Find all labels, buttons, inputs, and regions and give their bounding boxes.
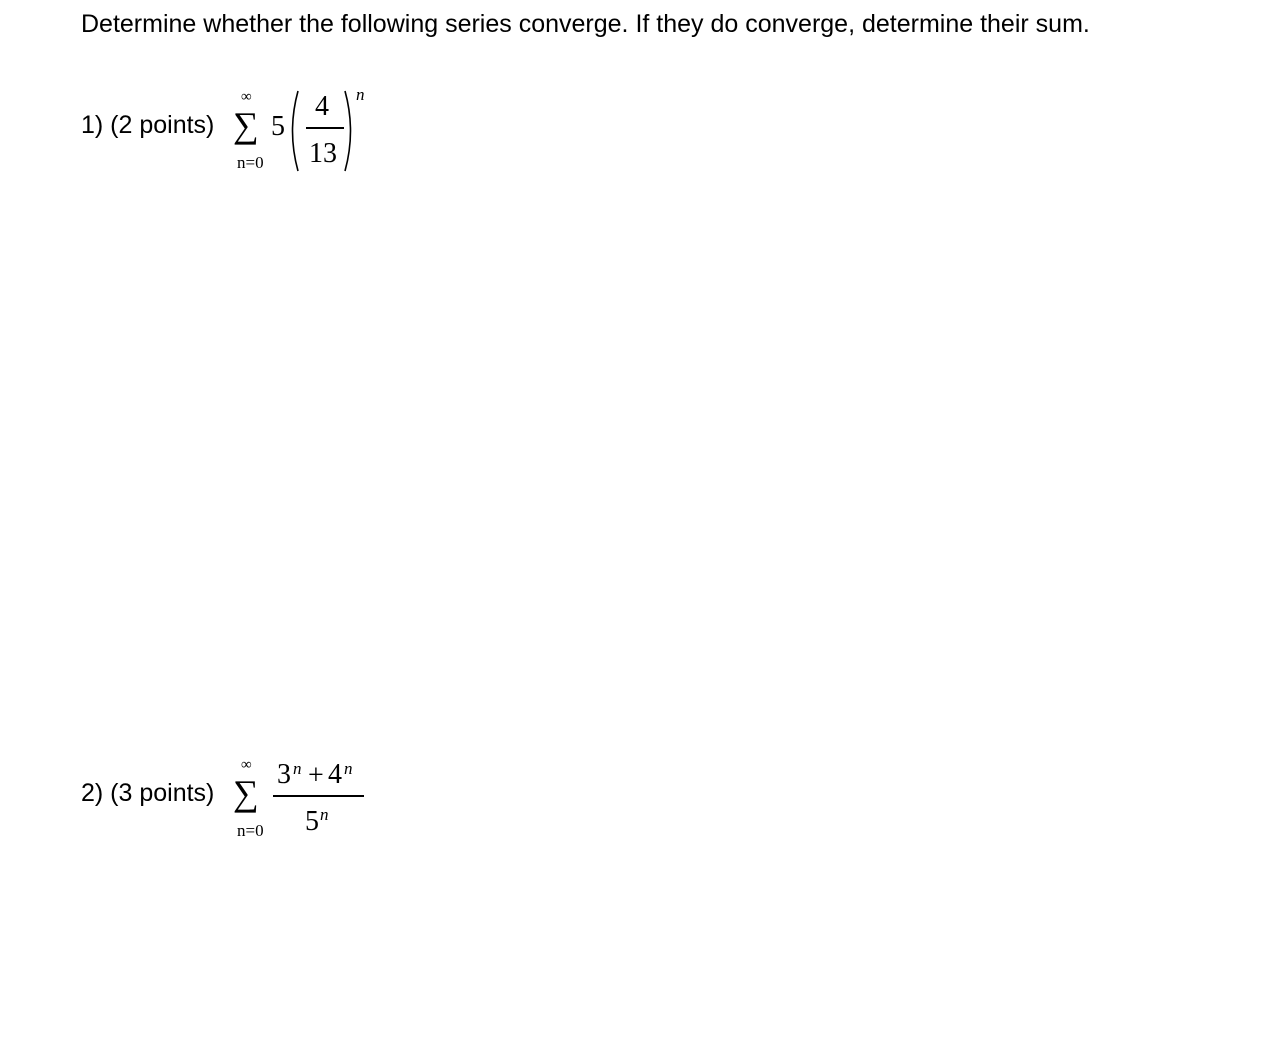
problem-2 <box>81 748 681 868</box>
sum-upper-limit: ∞ <box>241 757 252 773</box>
summation-sign: ∑ <box>233 773 259 813</box>
fraction-numerator: 4 <box>315 91 329 122</box>
denominator-base: 5 <box>305 806 319 837</box>
problem-1-label: 1) (2 points) <box>81 111 215 139</box>
coefficient: 5 <box>271 111 285 142</box>
fraction-bar <box>306 127 344 129</box>
numerator-base-1: 3 <box>277 759 291 790</box>
fraction-bar <box>273 795 364 797</box>
numerator-exponent-2: n <box>344 759 353 778</box>
numerator-exponent-1: n <box>293 759 302 778</box>
denominator-exponent: n <box>320 805 329 824</box>
problem-2-label: 2) (3 points) <box>81 779 215 807</box>
numerator-base-2: 4 <box>328 759 342 790</box>
left-paren <box>286 90 300 172</box>
plus-sign: + <box>308 760 324 791</box>
right-paren <box>343 90 357 172</box>
sum-lower-limit: n=0 <box>237 153 264 172</box>
sum-lower-limit: n=0 <box>237 821 264 840</box>
instructions-heading: Determine whether the following series converge. If they do converge, determine their sum. <box>81 10 1090 38</box>
fraction-denominator: 13 <box>309 138 337 169</box>
problem-1 <box>81 80 681 200</box>
summation-sign: ∑ <box>233 105 259 145</box>
outer-exponent: n <box>356 85 365 104</box>
sum-upper-limit: ∞ <box>241 89 252 105</box>
